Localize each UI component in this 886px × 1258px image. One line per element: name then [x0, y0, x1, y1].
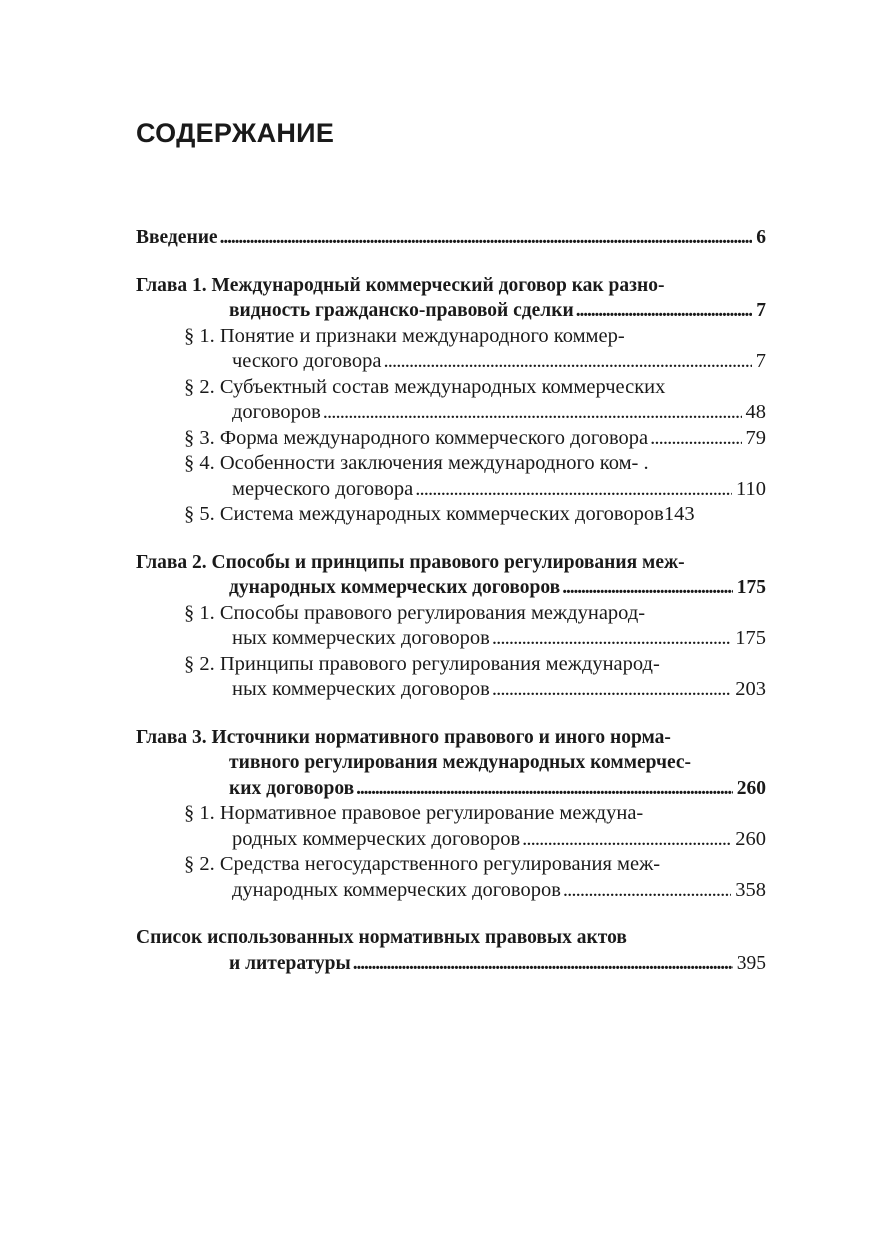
chapter-title-line: видность гражданско-правовой сделки	[229, 300, 574, 321]
toc-entry-title: Введение	[136, 227, 218, 248]
toc-section-1-1[interactable]	[136, 324, 766, 375]
section-title-line: ных коммерческих договоров	[232, 627, 490, 649]
page-number: 260	[736, 777, 766, 799]
leader-dots	[353, 951, 733, 977]
leader-dots	[522, 827, 731, 853]
page-number: 79	[745, 426, 766, 449]
bibliography-title-line: и литературы	[229, 952, 351, 974]
chapter-title-line: тивного регулирования международных коммерчес-	[229, 752, 692, 773]
toc-section-1-2[interactable]	[136, 375, 766, 426]
toc-section-1-4[interactable]	[136, 451, 766, 502]
toc-section-3-1[interactable]	[136, 801, 766, 852]
leader-dots	[415, 477, 732, 503]
leader-dots	[492, 626, 731, 652]
page-title: СОДЕРЖАНИЕ	[136, 118, 335, 148]
bibliography-title-line: Список использованных нормативных правовых актов	[136, 927, 627, 948]
toc-section-1-5[interactable]	[136, 502, 766, 528]
section-title-line: дународных коммерческих договоров	[232, 878, 561, 901]
toc-chapter-3[interactable]	[136, 725, 766, 802]
toc-entry-intro[interactable]	[136, 225, 766, 251]
page-number: 175	[735, 627, 766, 649]
table-of-contents	[136, 225, 766, 976]
chapter-title-line: ких договоров	[229, 777, 355, 799]
section-title-line: § 1. Понятие и признаки международного коммер-	[184, 324, 625, 347]
section-title-line: § 2. Средства негосударственного регулирования меж-	[184, 853, 661, 875]
section-title-line: мерческого договора	[232, 477, 414, 500]
leader-dots	[576, 298, 753, 324]
page-number: 395	[736, 952, 766, 974]
section-title-line: ных коммерческих договоров	[232, 678, 490, 700]
chapter-title-line: Глава 1. Международный коммерческий договор как разно-	[136, 274, 665, 296]
leader-dots	[650, 426, 741, 452]
section-title-line: § 2. Принципы правового регулирования международ-	[184, 652, 660, 675]
leader-dots	[323, 400, 742, 426]
toc-section-1-3[interactable]	[136, 426, 766, 452]
page-number: 48	[745, 401, 766, 423]
toc-section-2-1[interactable]	[136, 601, 766, 652]
section-title-line: § 1. Нормативное правовое регулирование междуна-	[184, 802, 644, 824]
chapter-title-line: Глава 2. Способы и принципы правового регулирования меж-	[136, 551, 685, 573]
page-number: 143	[663, 503, 695, 525]
section-title-line: § 4. Особенности заключения международного ком- .	[184, 452, 649, 474]
page-number: 110	[736, 477, 766, 500]
leader-dots	[492, 677, 731, 703]
chapter-title-line: Глава 3. Источники нормативного правового и иного норма-	[136, 726, 671, 748]
page-number: 358	[735, 878, 766, 901]
leader-dots	[562, 575, 733, 601]
section-title-line: § 2. Субъектный состав международных коммерческих	[184, 375, 666, 398]
toc-section-3-2[interactable]	[136, 852, 766, 903]
chapter-title-line: дународных коммерческих договоров	[229, 577, 561, 598]
toc-entry-bibliography[interactable]	[136, 925, 766, 976]
page-number: 203	[735, 678, 766, 700]
page-number: 6	[756, 227, 766, 248]
toc-chapter-1[interactable]	[136, 273, 766, 324]
section-title-line: § 3. Форма международного коммерческого договора	[184, 426, 649, 449]
section-title-line: § 1. Способы правового регулирования международ-	[184, 601, 646, 624]
page-number: 7	[755, 350, 766, 372]
section-title-line: § 5. Система международных коммерческих договоров	[184, 503, 664, 525]
leader-dots	[383, 349, 751, 375]
page-number: 175	[736, 577, 766, 598]
section-title-line: договоров	[232, 401, 321, 423]
leader-dots	[356, 776, 733, 802]
leader-dots	[220, 225, 753, 251]
page-number: 7	[756, 300, 766, 321]
section-title-line: родных коммерческих договоров	[232, 827, 521, 850]
section-title-line: ческого договора	[232, 350, 382, 372]
toc-section-2-2[interactable]	[136, 652, 766, 703]
page-number: 260	[735, 827, 766, 850]
leader-dots	[563, 878, 731, 904]
toc-chapter-2[interactable]	[136, 550, 766, 601]
